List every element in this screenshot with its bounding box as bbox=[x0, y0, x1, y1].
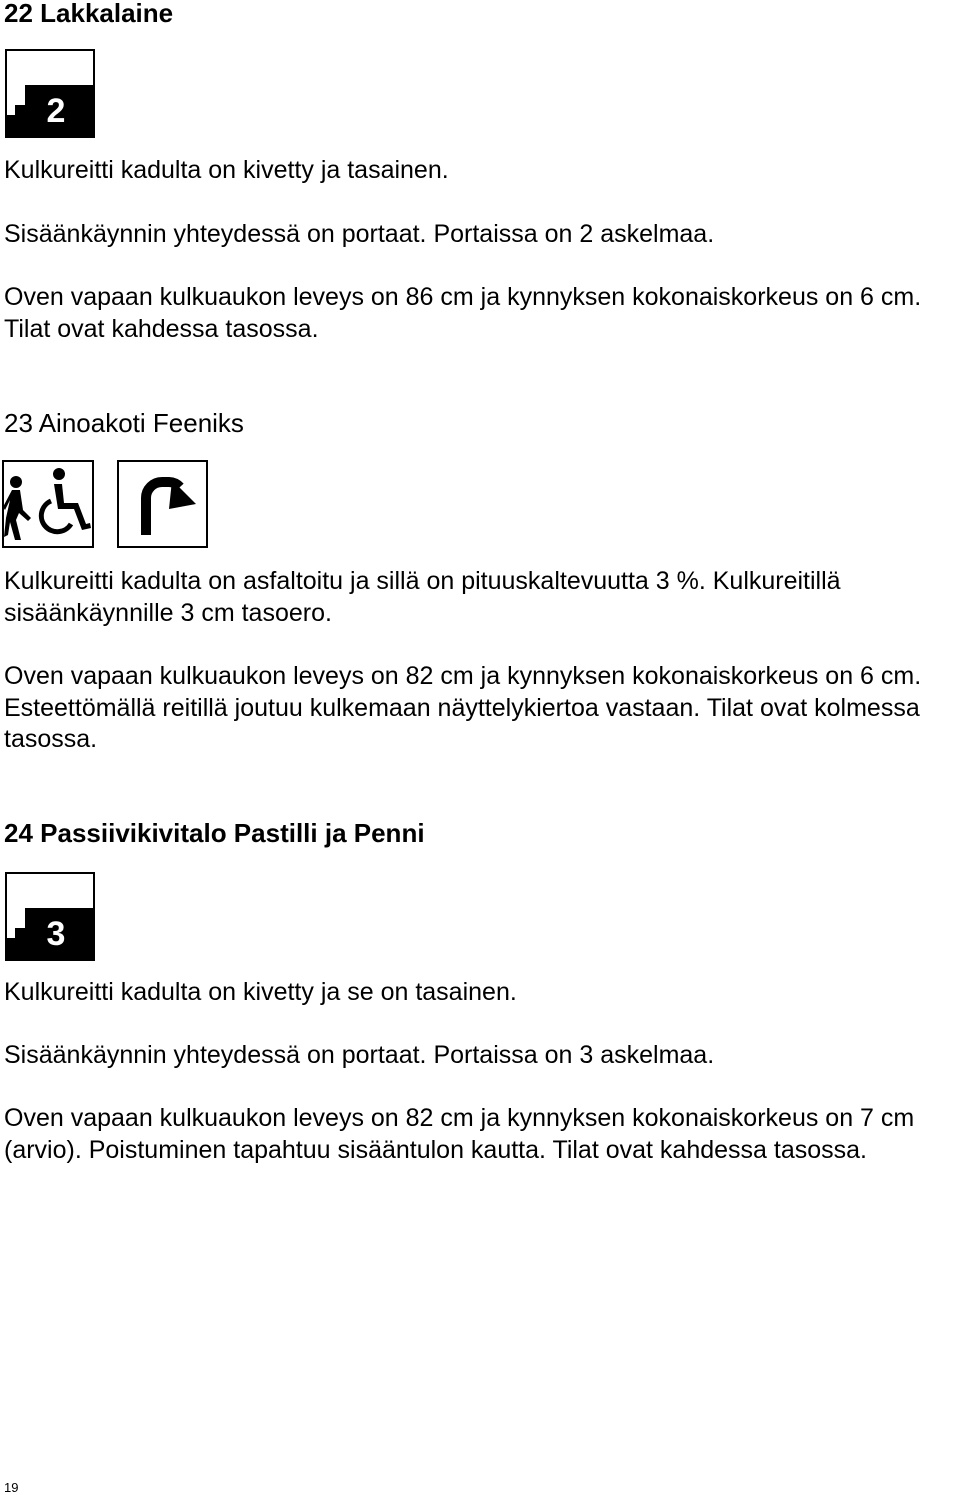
paragraph: Oven vapaan kulkuaukon leveys on 82 cm ja kynnyksen kokonaiskorkeus on 7 cm (arvio). Poistuminen tapahtuu sisääntulon kautta. Tilat ovat kahdessa tasossa. bbox=[4, 1104, 915, 1164]
turn-arrow-icon bbox=[117, 460, 208, 548]
paragraph: Kulkureitti kadulta on kivetty ja tasainen. bbox=[4, 156, 449, 184]
pedestrian-wheelchair-icon bbox=[2, 460, 94, 548]
stairs-icon bbox=[5, 872, 95, 961]
paragraph: Sisäänkäynnin yhteydessä on portaat. Portaissa on 2 askelmaa. bbox=[4, 220, 715, 248]
stairs-count: 3 bbox=[46, 915, 66, 953]
paragraph: Kulkureitti kadulta on kivetty ja se on tasainen. bbox=[4, 978, 517, 1006]
section-title: 23 Ainoakoti Feeniks bbox=[4, 408, 244, 438]
section-title: 24 Passiivikivitalo Pastilli ja Penni bbox=[4, 818, 425, 848]
stairs-icon bbox=[5, 49, 95, 138]
paragraph: Kulkureitti kadulta on asfaltoitu ja sillä on pituuskaltevuutta 3 %. Kulkureitillä sisäänkäynnille 3 cm tasoero. bbox=[4, 567, 841, 627]
page-number: 19 bbox=[4, 1480, 19, 1495]
paragraph: Oven vapaan kulkuaukon leveys on 82 cm ja kynnyksen kokonaiskorkeus on 6 cm. Esteettömällä reitillä joutuu kulkemaan näyttelykiertoa vastaan. Tilat ovat kolmessa tasossa. bbox=[4, 662, 922, 753]
paragraph: Sisäänkäynnin yhteydessä on portaat. Portaissa on 3 askelmaa. bbox=[4, 1041, 715, 1069]
stairs-count: 2 bbox=[46, 92, 66, 130]
section-title: 22 Lakkalaine bbox=[4, 0, 174, 28]
paragraph: Oven vapaan kulkuaukon leveys on 86 cm ja kynnyksen kokonaiskorkeus on 6 cm. Tilat ovat kahdessa tasossa. bbox=[4, 283, 922, 343]
